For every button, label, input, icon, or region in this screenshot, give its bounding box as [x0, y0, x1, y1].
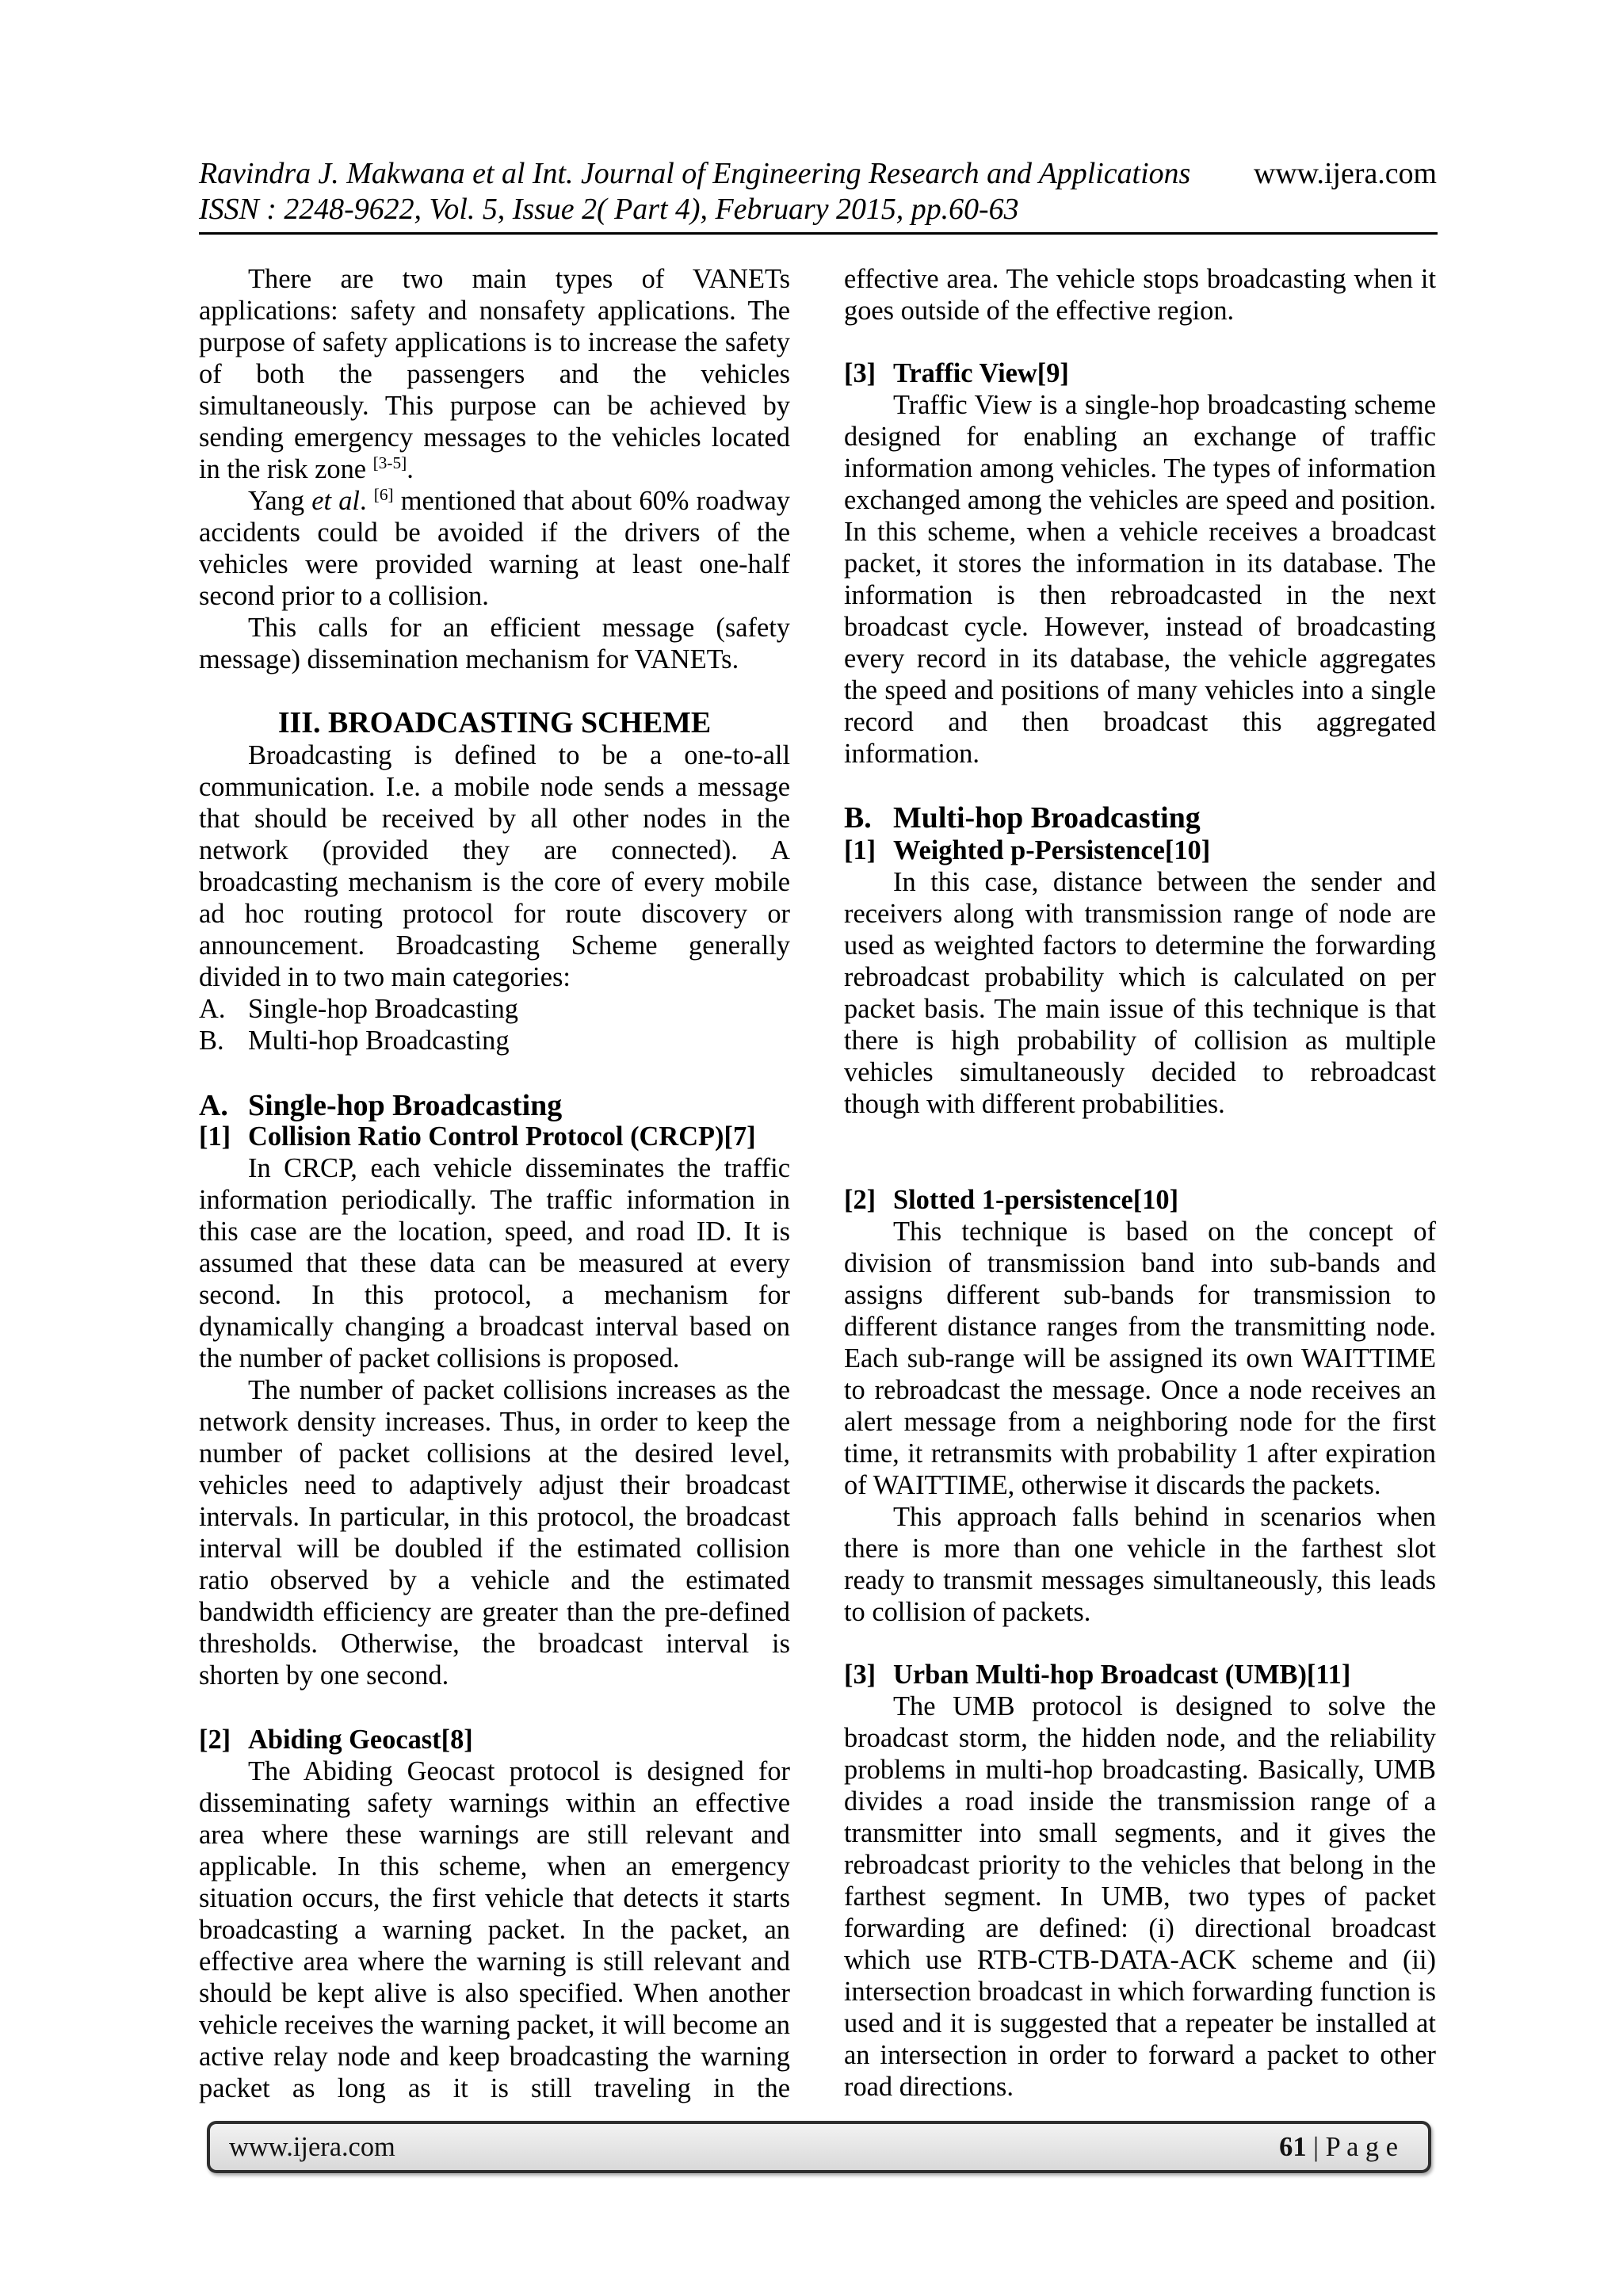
footer-website: www.ijera.com	[229, 2131, 395, 2162]
subsection-heading	[844, 800, 1436, 835]
body-paragraph: In this case, distance between the sender and receivers along with transmission range of node are used as weighted factors to determine the forwarding rebroadcast probability which is calculated on per packet basis. The main issue of this technique is that there is high probability of collision as multiple vehicles simultaneously decided to rebroadcast though with different probabilities.	[844, 867, 1436, 1119]
running-header	[199, 156, 1437, 192]
subsubsection-title: Urban Multi-hop Broadcast (UMB)[11]	[893, 1660, 1351, 1690]
paragraph-text: Yang	[248, 486, 312, 516]
subsubsection-heading	[844, 1184, 1436, 1216]
intro-block	[199, 263, 790, 675]
citation-superscript: [6]	[373, 485, 394, 505]
subsubsection-marker: [1]	[844, 835, 876, 865]
subsubsection-title: Collision Ratio Control Protocol (CRCP)[7]	[248, 1121, 756, 1152]
category-marker: A.	[199, 994, 226, 1024]
body-paragraph: The Abiding Geocast protocol is designed for disseminating safety warnings within an effective area where these warnings are still relevant and applicable. In this scheme, when an emergency situation occurs, the first vehicle that detects it starts broadcasting a warning packet. In the packet, an effective area where the warning is still relevant and should be kept alive is also specified. When another vehicle receives the warning packet, it will become an active relay node and keep broadcasting the warning packet as long as it is still traveling in the	[199, 1756, 790, 2103]
page-number: 61	[1279, 2131, 1307, 2162]
subsubsection-title: Abiding Geocast[8]	[248, 1725, 473, 1755]
body-paragraph: effective area. The vehicle stops broadcasting when it goes outside of the effective region.	[844, 264, 1436, 326]
subsubsection-marker: [3]	[844, 358, 876, 388]
category-list-item	[199, 993, 790, 1025]
body-paragraph: This calls for an efficient message (safety message) dissemination mechanism for VANETs.	[199, 613, 790, 674]
subsubsection-title: Traffic View[9]	[893, 358, 1069, 388]
section-heading: III. BROADCASTING SCHEME	[277, 706, 712, 739]
italic-text: et al	[311, 486, 360, 516]
paragraph-text: There are two main types of VANETs applications: safety and nonsafety applications. The purpose of safety applications is to increase the safety of both the passengers and the vehicles simultaneously. This purpose can be achieved by sending emergency messages to the vehicles located in the risk zone	[199, 264, 790, 484]
subsubsection-heading	[844, 835, 1436, 866]
subsubsection-marker: [1]	[199, 1121, 231, 1152]
category-label: Single-hop Broadcasting	[248, 994, 518, 1024]
subsection-title: Single-hop Broadcasting	[248, 1089, 563, 1122]
header-rule	[199, 232, 1438, 235]
body-paragraph: This technique is based on the concept of division of transmission band into sub-bands and assigns different sub-bands for transmission to different distance ranges from the transmitting node. Each sub-range will be assigned its own WAITTIME to rebroadcast the message. Once a node receives an alert message from a neighboring node for the first time, it retransmits with probability 1 after expiration of WAITTIME, otherwise it discards the packets.	[844, 1217, 1436, 1500]
body-paragraph: Broadcasting is defined to be a one-to-all communication. I.e. a mobile node sends a message that should be received by all other nodes in the network (provided they are connected). A broadcasting mechanism is the core of every mobile ad hoc routing protocol for route discovery or announcement. Broadcasting Scheme generally divided in to two main categories:	[199, 740, 790, 992]
subsubsection-heading	[199, 1121, 790, 1152]
page-label: | P a g e	[1313, 2131, 1398, 2162]
paragraph-text: mentioned that about 60% roadway accidents could be avoided if the drivers of the vehicles were provided warning at least one-half second prior to a collision.	[199, 486, 790, 611]
subsubsection-heading	[844, 357, 1436, 389]
subsubsection-heading	[844, 1659, 1436, 1690]
body-paragraph: Traffic View is a single-hop broadcasting scheme designed for enabling an exchange of traffic information among vehicles. The types of information exchanged among the vehicles are speed and position. In this scheme, when a vehicle receives a broadcast packet, it stores the information in its database. The information is then rebroadcasted in the next broadcast cycle. However, instead of broadcasting every record in its database, the vehicle aggregates the speed and positions of many vehicles into a single record and then broadcast this aggregated information.	[844, 390, 1436, 769]
journal-website: www.ijera.com	[1253, 157, 1437, 190]
subsection-marker: B.	[844, 801, 872, 835]
subsection-heading	[199, 1088, 790, 1123]
umb-block	[844, 1659, 1436, 2103]
subsubsection-marker: [2]	[199, 1725, 231, 1755]
body-paragraph	[199, 263, 790, 485]
body-paragraph: The number of packet collisions increases as the network density increases. Thus, in order to keep the number of packet collisions at the desired level, vehicles need to adaptively adjust their broadcast intervals. In particular, in this protocol, the broadcast interval will be doubled if the estimated collision ratio observed by a vehicle and the estimated bandwidth efficiency are greater than the pre-defined thresholds. Otherwise, the broadcast interval is shorten by one second.	[199, 1375, 790, 1690]
subsubsection-title: Slotted 1-persistence[10]	[893, 1185, 1179, 1215]
citation-superscript: [3-5]	[372, 453, 407, 473]
subsubsection-title: Weighted p-Persistence[10]	[893, 835, 1211, 865]
broadcasting-intro-block	[199, 739, 790, 1056]
paragraph-text: .	[359, 486, 374, 516]
subsubsection-heading	[199, 1724, 790, 1755]
body-paragraph	[199, 485, 790, 612]
subsection-marker: A.	[199, 1089, 228, 1122]
abiding-continued-block	[844, 263, 1436, 327]
body-paragraph: This approach falls behind in scenarios when there is more than one vehicle in the farthest slot ready to transmit messages simultaneously, this leads to collision of packets.	[844, 1502, 1436, 1627]
paragraph-text: .	[407, 454, 414, 484]
category-marker: B.	[199, 1026, 224, 1056]
subsection-title: Multi-hop Broadcasting	[893, 801, 1201, 835]
category-label: Multi-hop Broadcasting	[248, 1026, 510, 1056]
journal-citation-line: Ravindra J. Makwana et al Int. Journal of Engineering Research and Applications	[199, 157, 1191, 190]
page-footer	[207, 2121, 1431, 2173]
subsubsection-marker: [3]	[844, 1660, 876, 1690]
subsubsection-marker: [2]	[844, 1185, 876, 1215]
category-list-item	[199, 1025, 790, 1056]
traffic-view-block	[844, 357, 1436, 770]
crcp-block	[199, 1121, 790, 1691]
issn-line: ISSN : 2248-9622, Vol. 5, Issue 2( Part 4), February 2015, pp.60-63	[199, 193, 1019, 226]
body-paragraph: The UMB protocol is designed to solve the broadcast storm, the hidden node, and the reliability problems in multi-hop broadcasting. Basically, UMB divides a road inside the transmission range of a transmitter into small segments, and it gives the rebroadcast priority to the vehicles that belong in the farthest segment. In UMB, two types of packet forwarding are defined: (i) directional broadcast which use RTB-CTB-DATA-ACK scheme and (ii) intersection broadcast in which forwarding function is used and it is suggested that a repeater be installed at an intersection in order to forward a packet to other road directions.	[844, 1691, 1436, 2102]
body-paragraph: In CRCP, each vehicle disseminates the traffic information periodically. The traffic information in this case are the location, speed, and road ID. It is assumed that these data can be measured at every second. In this protocol, a mechanism for dynamically changing a broadcast interval based on the number of packet collisions is proposed.	[199, 1153, 790, 1373]
abiding-geocast-block	[199, 1724, 790, 2104]
weighted-p-persistence-block	[844, 835, 1436, 1120]
slotted-1-persistence-block	[844, 1184, 1436, 1628]
page-number-group	[1279, 2132, 1398, 2163]
